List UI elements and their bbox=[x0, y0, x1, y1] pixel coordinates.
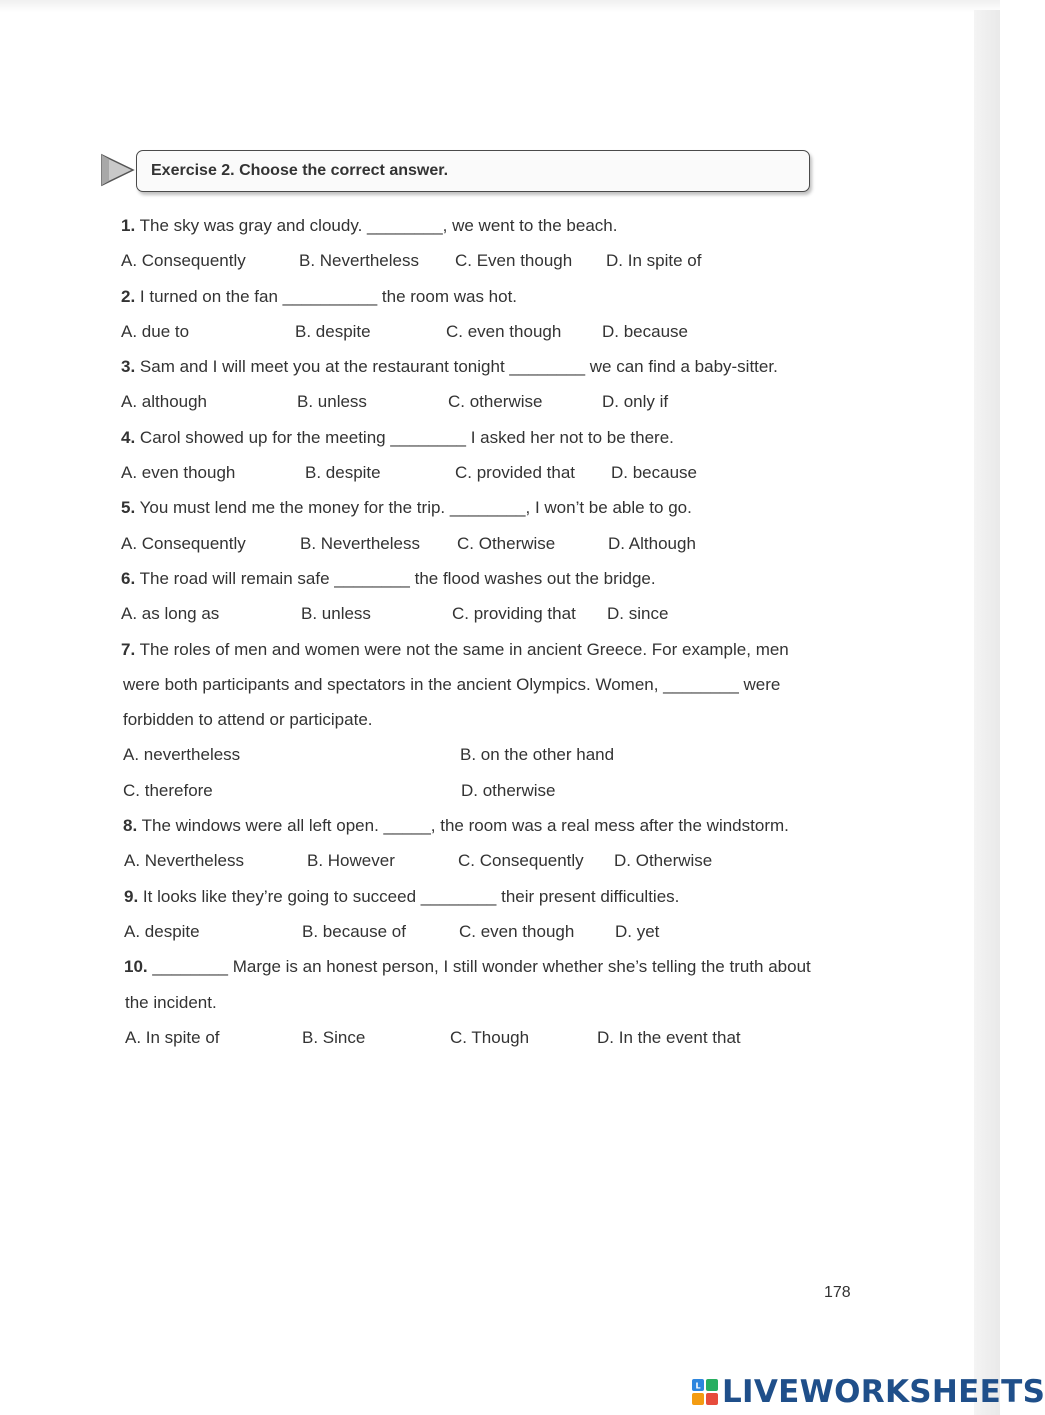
options-9 bbox=[121, 914, 856, 949]
option-d[interactable]: D. because bbox=[602, 321, 688, 341]
exercise-content bbox=[121, 208, 856, 1055]
question-number: 4. bbox=[121, 427, 136, 447]
options-4 bbox=[121, 455, 856, 490]
options-10 bbox=[121, 1020, 856, 1055]
question-text: The sky was gray and cloudy. ________, we went to the beach. bbox=[139, 216, 618, 235]
question-number: 5. bbox=[121, 498, 136, 518]
option-c[interactable]: C. Otherwise bbox=[457, 533, 556, 553]
question-number: 7. bbox=[121, 639, 136, 659]
scan-edge-shadow bbox=[974, 10, 1000, 1415]
question-text: ________ Marge is an honest person, I still wonder whether she’s telling the truth about bbox=[152, 957, 811, 977]
options-7-row-1 bbox=[121, 737, 856, 772]
question-text: The roles of men and women were not the same in ancient Greece. For example, men bbox=[139, 639, 789, 659]
option-c[interactable]: C. therefore bbox=[123, 780, 213, 800]
question-text: the incident. bbox=[125, 992, 217, 1012]
exercise-title: Exercise 2. Choose the correct answer. bbox=[151, 162, 449, 179]
option-a[interactable]: A. Nevertheless bbox=[124, 851, 244, 871]
question-10-line-2 bbox=[121, 985, 856, 1020]
options-5 bbox=[121, 526, 856, 561]
question-number: 2. bbox=[121, 286, 136, 306]
question-5 bbox=[121, 490, 856, 525]
options-1 bbox=[121, 243, 856, 278]
question-7 bbox=[121, 632, 856, 667]
question-9 bbox=[121, 879, 856, 914]
option-b[interactable]: B. because of bbox=[302, 921, 406, 941]
options-2 bbox=[121, 314, 856, 349]
option-a[interactable]: A. although bbox=[121, 392, 208, 412]
option-d[interactable]: D. since bbox=[607, 604, 669, 624]
options-7-row-2 bbox=[121, 773, 856, 808]
question-number: 6. bbox=[121, 568, 136, 588]
page-number: 178 bbox=[824, 1284, 851, 1301]
question-number: 1. bbox=[121, 216, 136, 235]
option-d[interactable]: D. Otherwise bbox=[614, 851, 713, 871]
question-text: Sam and I will meet you at the restaurant tonight ________ we can find a baby-sitter. bbox=[139, 357, 778, 377]
question-10 bbox=[121, 949, 856, 984]
scan-top-shadow bbox=[0, 0, 1000, 12]
option-b[interactable]: B. Nevertheless bbox=[299, 251, 419, 271]
option-a[interactable]: A. as long as bbox=[121, 604, 220, 624]
option-c[interactable]: C. even though bbox=[446, 321, 562, 341]
option-a[interactable]: A. In spite of bbox=[125, 1027, 220, 1047]
option-c[interactable]: C. provided that bbox=[455, 463, 576, 483]
options-8 bbox=[121, 843, 856, 878]
question-text: were both participants and spectators in the ancient Olympics. Women, ________ were bbox=[123, 674, 781, 694]
option-b[interactable]: B. Since bbox=[302, 1027, 366, 1047]
option-c[interactable]: C. Even though bbox=[455, 251, 573, 271]
option-b[interactable]: B. despite bbox=[295, 321, 371, 341]
option-d[interactable]: D. yet bbox=[615, 921, 660, 941]
question-number: 9. bbox=[124, 886, 139, 906]
option-c[interactable]: C. Though bbox=[450, 1027, 530, 1047]
options-6 bbox=[121, 596, 856, 631]
question-text: forbidden to attend or participate. bbox=[123, 710, 373, 730]
option-a[interactable]: A. due to bbox=[121, 321, 190, 341]
question-number: 3. bbox=[121, 357, 136, 377]
question-8 bbox=[121, 808, 856, 843]
exercise-title-box bbox=[136, 150, 810, 192]
option-d[interactable]: D. In spite of bbox=[606, 251, 702, 271]
question-text: Carol showed up for the meeting ________ I asked her not to be there. bbox=[139, 427, 674, 447]
option-b[interactable]: B. However bbox=[307, 851, 395, 871]
question-3 bbox=[121, 349, 856, 384]
liveworksheets-logo bbox=[692, 1374, 1045, 1410]
exercise-header bbox=[100, 150, 812, 194]
option-c[interactable]: C. otherwise bbox=[448, 392, 543, 412]
option-d[interactable]: D. Although bbox=[608, 533, 696, 553]
logo-text: LIVEWORKSHEETS bbox=[722, 1374, 1045, 1410]
option-d[interactable]: D. otherwise bbox=[461, 780, 556, 800]
question-text: It looks like they’re going to succeed ________ their present difficulties. bbox=[142, 886, 680, 906]
option-a[interactable]: A. Consequently bbox=[121, 533, 246, 553]
option-b[interactable]: B. on the other hand bbox=[460, 745, 615, 765]
option-c[interactable]: C. providing that bbox=[452, 604, 576, 624]
option-c[interactable]: C. Consequently bbox=[458, 851, 584, 871]
question-7-line-3 bbox=[121, 702, 856, 737]
question-7-line-2 bbox=[121, 667, 856, 702]
option-a[interactable]: A. Consequently bbox=[121, 251, 246, 271]
logo-letter-l: L bbox=[695, 1381, 701, 1391]
question-text: The road will remain safe ________ the flood washes out the bridge. bbox=[139, 568, 656, 588]
question-6 bbox=[121, 561, 856, 596]
option-b[interactable]: B. Nevertheless bbox=[300, 533, 420, 553]
option-b[interactable]: B. unless bbox=[301, 604, 371, 624]
option-c[interactable]: C. even though bbox=[459, 921, 575, 941]
question-1 bbox=[121, 208, 856, 243]
question-number: 8. bbox=[123, 816, 138, 836]
question-text: The windows were all left open. _____, the room was a real mess after the windstorm. bbox=[141, 816, 789, 836]
option-a[interactable]: A. nevertheless bbox=[123, 745, 241, 765]
option-d[interactable]: D. In the event that bbox=[597, 1027, 741, 1047]
liveworksheets-logo-icon bbox=[692, 1379, 718, 1405]
question-number: 10. bbox=[124, 957, 148, 977]
option-d[interactable]: D. because bbox=[611, 463, 697, 483]
option-a[interactable]: A. despite bbox=[124, 921, 200, 941]
option-b[interactable]: B. despite bbox=[305, 463, 381, 483]
question-4 bbox=[121, 420, 856, 455]
play-arrow-icon bbox=[100, 152, 136, 188]
options-3 bbox=[121, 384, 856, 419]
question-text: I turned on the fan __________ the room was hot. bbox=[139, 286, 518, 306]
question-2 bbox=[121, 279, 856, 314]
option-b[interactable]: B. unless bbox=[297, 392, 367, 412]
option-a[interactable]: A. even though bbox=[121, 463, 236, 483]
question-text: You must lend me the money for the trip. ________, I won’t be able to go. bbox=[139, 498, 692, 518]
option-d[interactable]: D. only if bbox=[602, 392, 669, 412]
